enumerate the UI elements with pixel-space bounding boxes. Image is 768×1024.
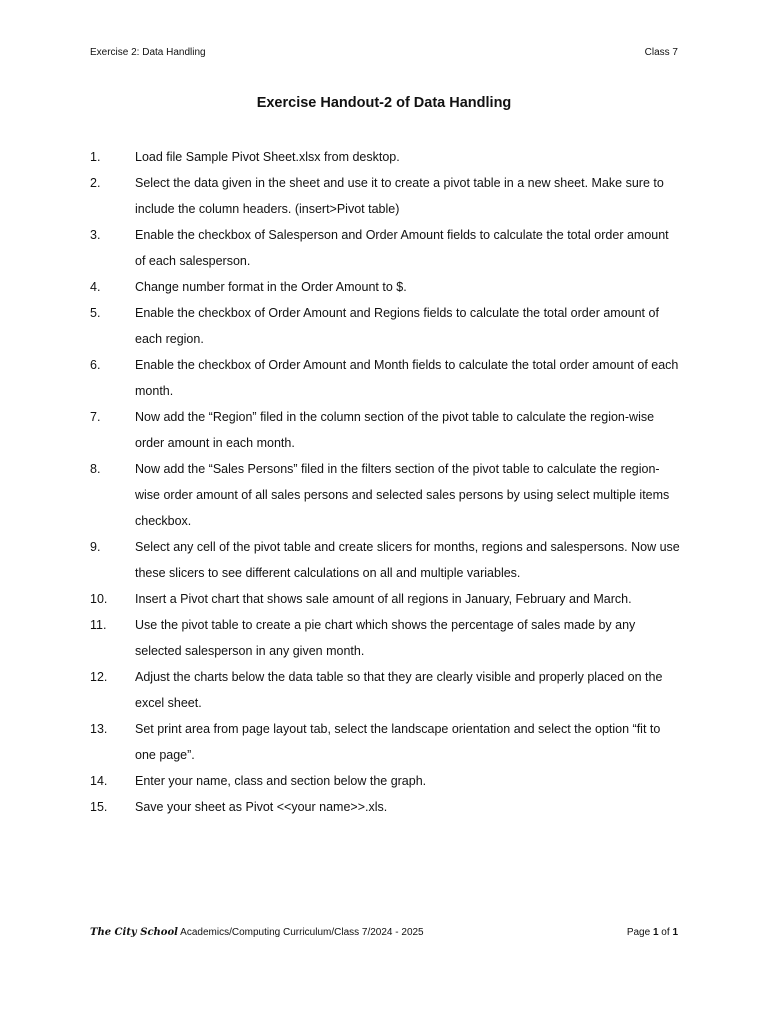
school-logo-text: The City School bbox=[90, 927, 178, 938]
item-number: 1. bbox=[90, 150, 101, 164]
list-item bbox=[90, 300, 680, 352]
item-text: Now add the “Region” filed in the column section of the pivot table to calculate the region-wise order amount in each month. bbox=[135, 410, 655, 450]
item-text: Enable the checkbox of Order Amount and Regions fields to calculate the total order amount of each region. bbox=[135, 306, 659, 346]
item-number: 15. bbox=[90, 800, 108, 814]
page-header bbox=[90, 47, 678, 61]
list-item bbox=[90, 456, 680, 534]
list-item bbox=[90, 768, 680, 794]
document-title: Exercise Handout-2 of Data Handling bbox=[256, 95, 512, 111]
page-footer bbox=[90, 927, 678, 943]
item-number: 12. bbox=[90, 670, 108, 684]
exercise-list bbox=[90, 144, 680, 820]
list-item bbox=[90, 586, 680, 612]
item-text: Now add the “Sales Persons” filed in the filters section of the pivot table to calculate the region-wise order amount of all sales persons and selected sales persons by using select multiple items checkbox. bbox=[135, 462, 670, 528]
item-number: 9. bbox=[90, 540, 101, 554]
item-text: Set print area from page layout tab, select the landscape orientation and select the option “fit to one page”. bbox=[135, 722, 661, 762]
item-text: Load file Sample Pivot Sheet.xlsx from desktop. bbox=[135, 150, 400, 164]
item-number: 7. bbox=[90, 410, 101, 424]
footer-curriculum bbox=[90, 927, 424, 938]
list-item bbox=[90, 612, 680, 664]
item-number: 14. bbox=[90, 774, 108, 788]
item-text: Select any cell of the pivot table and create slicers for months, regions and salespersons. Now use these slicers to see different calculations on all and multiple variables. bbox=[135, 540, 680, 580]
item-number: 4. bbox=[90, 280, 101, 294]
header-exercise-label: Exercise 2: Data Handling bbox=[90, 47, 206, 58]
item-text: Select the data given in the sheet and use it to create a pivot table in a new sheet. Make sure to include the column headers. (insert>Pivot table) bbox=[135, 176, 664, 216]
item-number: 2. bbox=[90, 176, 101, 190]
page-current: 1 bbox=[652, 927, 659, 938]
item-number: 8. bbox=[90, 462, 101, 476]
item-text: Save your sheet as Pivot <<your name>>.xls. bbox=[135, 800, 388, 814]
header-class-label: Class 7 bbox=[644, 47, 678, 58]
item-number: 6. bbox=[90, 358, 101, 372]
list-item bbox=[90, 534, 680, 586]
page-label: Page bbox=[626, 927, 653, 938]
item-number: 10. bbox=[90, 592, 108, 606]
list-item bbox=[90, 664, 680, 716]
item-text: Enable the checkbox of Salesperson and Order Amount fields to calculate the total order amount of each salesperson. bbox=[135, 228, 669, 268]
item-number: 11. bbox=[90, 618, 107, 632]
list-item bbox=[90, 404, 680, 456]
page-number bbox=[627, 927, 678, 938]
page-total: 1 bbox=[672, 927, 678, 938]
item-text: Adjust the charts below the data table so that they are clearly visible and properly placed on the excel sheet. bbox=[135, 670, 663, 710]
list-item bbox=[90, 716, 680, 768]
list-item bbox=[90, 352, 680, 404]
item-text: Change number format in the Order Amount to $. bbox=[135, 280, 407, 294]
list-item bbox=[90, 222, 680, 274]
item-number: 3. bbox=[90, 228, 101, 242]
list-item bbox=[90, 144, 680, 170]
item-number: 13. bbox=[90, 722, 108, 736]
item-text: Enable the checkbox of Order Amount and Month fields to calculate the total order amount of each month. bbox=[135, 358, 679, 398]
list-item bbox=[90, 794, 680, 820]
page-of: of bbox=[658, 927, 673, 938]
item-text: Enter your name, class and section below the graph. bbox=[135, 774, 427, 788]
item-text: Use the pivot table to create a pie chart which shows the percentage of sales made by any selected salesperson in any given month. bbox=[135, 618, 636, 658]
item-text: Insert a Pivot chart that shows sale amount of all regions in January, February and March. bbox=[135, 592, 632, 606]
item-number: 5. bbox=[90, 306, 101, 320]
list-item bbox=[90, 170, 680, 222]
footer-path: Academics/Computing Curriculum/Class 7/2024 - 2025 bbox=[177, 927, 424, 938]
list-item bbox=[90, 274, 680, 300]
